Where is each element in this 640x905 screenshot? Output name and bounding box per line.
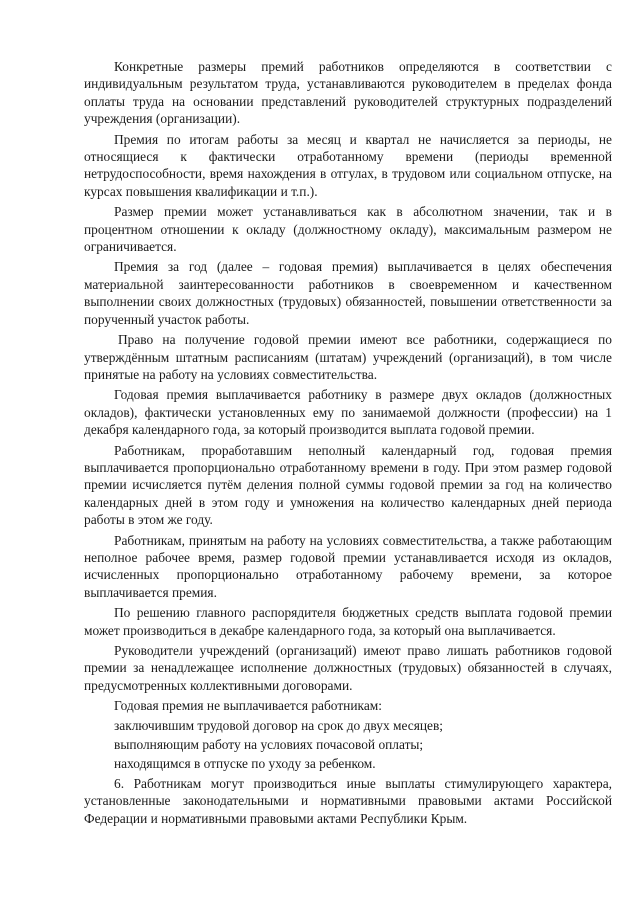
paragraph-december-payment: По решению главного распорядителя бюджетных средств выплата годовой премии может производиться в декабре календарного года, за который она выплачивается. [84, 605, 612, 638]
paragraph-bonus-amounts: Конкретные размеры премий работников определяются в соответствии с индивидуальным результатом труда, устанавливаются руководителем в пределах фонда оплаты труда на основании представлений руководителей структурных подразделений учреждения (организации). [84, 59, 612, 127]
paragraph-monthly-quarterly-bonus: Премия по итогам работы за месяц и квартал не начисляется за периоды, не относящиеся к фактически отработанному времени (периоды временной нетрудоспособности, время нахождения в отгулах, в трудовом или социальном отпуске, на курсах повышения квалификации и т.п.). [84, 131, 612, 199]
paragraph-not-paid-intro: Годовая премия не выплачивается работникам: [114, 698, 382, 714]
paragraph-partial-year: Работникам, проработавшим неполный календарный год, годовая премия выплачивается пропорционально отработанному времени в году. При этом размер годовой премии исчисляется путём деления полной суммы годовой премии за год на количество календарных дней в этом году и умножения на количество календарных дней периода работы в этом же году. [84, 442, 612, 528]
paragraph-item-6: 6. Работникам могут производиться иные выплаты стимулирующего характера, установленные законодательными и нормативными правовыми актами Российской Федерации и нормативными правовыми актами Республики Крым. [84, 775, 612, 826]
list-item-childcare-leave: находящимся в отпуске по уходу за ребенком. [114, 756, 376, 772]
list-item-short-contract: заключившим трудовой договор на срок до двух месяцев; [114, 717, 444, 733]
paragraph-annual-bonus-purpose: Премия за год (далее – годовая премия) выплачивается в целях обеспечения материальной заинтересованности работников в своевременном и качественном выполнении своих должностных (трудовых) обязанностей, повышении ответственности за порученный участок работы. [84, 259, 612, 327]
paragraph-part-time: Работникам, принятым на работу на условиях совместительства, а также работающим неполное рабочее время, размер годовой премии устанавливается исходя из окладов, исчисленных пропорционально отработанному рабочему времени, за которое выплачивается премия. [84, 532, 612, 600]
paragraph-deprivation: Руководители учреждений (организаций) имеют право лишать работников годовой премии за ненадлежащее исполнение должностных (трудовых) обязанностей в случаях, предусмотренных коллективными договорами. [84, 643, 612, 693]
document-page [84, 58, 612, 830]
paragraph-bonus-size: Размер премии может устанавливаться как в абсолютном значении, так и в процентном отношении к окладу (должностному окладу), максимальным размером не ограничивается. [84, 204, 612, 255]
list-item-hourly-pay: выполняющим работу на условиях почасовой оплаты; [114, 737, 424, 753]
paragraph-annual-bonus-eligibility: Право на получение годовой премии имеют все работники, содержащиеся по утверждённым штатным расписаниям (штатам) учреждений (организаций), в том числе принятые на работу на условиях совместительства. [84, 332, 612, 382]
paragraph-annual-bonus-amount: Годовая премия выплачивается работнику в размере двух окладов (должностных окладов), фактически установленных ему по занимаемой должности (профессии) на 1 декабря календарного года, за который производится выплата годовой премии. [84, 387, 612, 438]
